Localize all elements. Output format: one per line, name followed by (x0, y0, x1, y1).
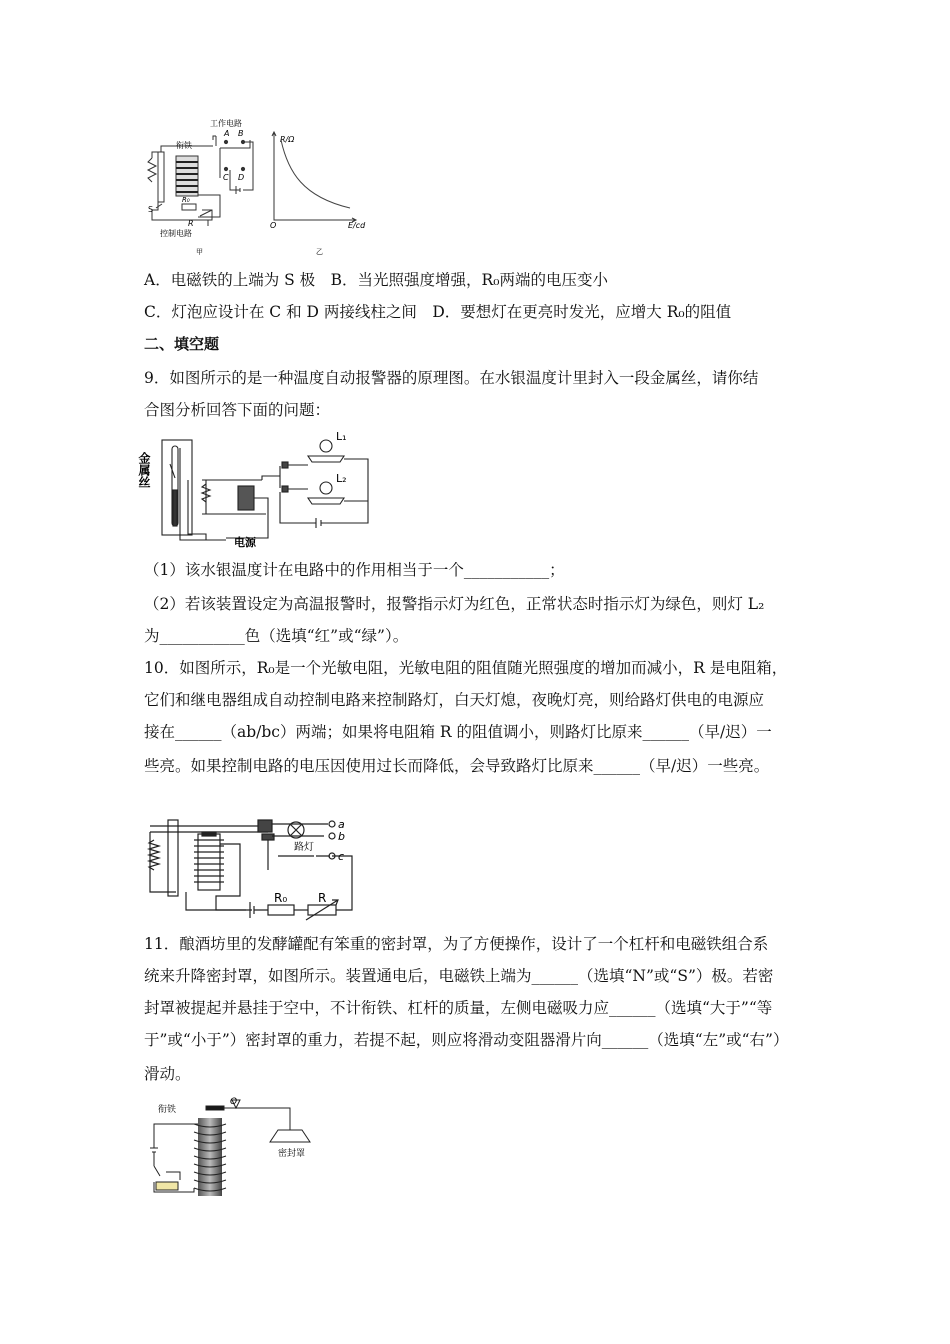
svg-text:L₁: L₁ (336, 430, 347, 443)
q9-stem-line2: 合图分析回答下面的问题： (144, 401, 331, 419)
svg-text:L₂: L₂ (336, 472, 347, 485)
svg-text:C: C (223, 173, 229, 182)
svg-text:R₀: R₀ (182, 196, 190, 204)
svg-text:密封罩: 密封罩 (278, 1149, 306, 1159)
svg-text:路灯: 路灯 (294, 842, 314, 853)
q10-stem-line4: 些亮。如果控制电路的电压因使用过长而降低，会导致路灯比原来______（早/迟）一些亮。 (144, 757, 770, 775)
q9-sub2-line2: 为___________色（选填“红”或“绿”）。 (144, 627, 409, 645)
q11-stem-line5: 滑动。 (144, 1065, 191, 1083)
q10-stem-line3: 接在______（ab/bc）两端；如果将电阻箱 R 的阻值调小，则路灯比原来______（早/迟）一 (144, 723, 772, 741)
svg-text:工作电路: 工作电路 (210, 119, 242, 128)
svg-text:O: O (270, 221, 277, 230)
svg-text:控制电路: 控制电路 (160, 229, 192, 238)
section-title-fill-in: 二、填空题 (144, 335, 220, 353)
q8-figure (138, 112, 398, 260)
q9-stem-line1: 9．如图所示的是一种温度自动报警器的原理图。在水银温度计里封入一段金属丝，请你结 (144, 369, 759, 387)
q9-sub2-line1: （2）若该装置设定为高温报警时，报警指示灯为红色，正常状态时指示灯为绿色，则灯 L₂ (144, 595, 765, 613)
q11-stem-line2: 统来升降密封罩，如图所示。装置通电后，电磁铁上端为______（选填“N”或“S”）极。若密 (144, 967, 774, 985)
svg-text:甲: 甲 (196, 248, 203, 256)
svg-text:R: R (188, 219, 194, 228)
q9-figure (137, 430, 370, 552)
svg-text:电源: 电源 (234, 536, 256, 549)
svg-text:a: a (338, 818, 345, 831)
svg-text:乙: 乙 (316, 248, 323, 256)
svg-text:D: D (238, 173, 245, 182)
svg-text:A: A (224, 129, 230, 138)
svg-text:衔铁: 衔铁 (158, 1105, 177, 1115)
svg-text:B: B (238, 129, 244, 138)
svg-text:R₀: R₀ (274, 891, 288, 905)
svg-text:c: c (338, 850, 345, 863)
q10-stem-line1: 10．如图所示，R₀是一个光敏电阻，光敏电阻的阻值随光照强度的增加而减小，R 是电阻箱， (144, 659, 788, 677)
svg-text:金属丝: 金属丝 (137, 452, 151, 488)
svg-text:R: R (318, 891, 327, 905)
q11-stem-line1: 11．酿酒坊里的发酵罐配有笨重的密封罩，为了方便操作，设计了一个杠杆和电磁铁组合系 (144, 935, 769, 953)
q10-figure (146, 816, 366, 918)
q10-stem-line2: 它们和继电器组成自动控制电路来控制路灯，白天灯熄，夜晚灯亮，则给路灯供电的电源应 (144, 691, 765, 709)
svg-text:b: b (338, 830, 345, 843)
svg-text:衔铁: 衔铁 (176, 141, 192, 150)
q8-options-line1: A．电磁铁的上端为 S 极 B．当光照强度增强，R₀两端的电压变小 (144, 271, 608, 289)
q11-stem-line3: 封罩被提起并悬挂于空中，不计衔铁、杠杆的质量，左侧电磁吸力应______（选填“大于”“等 (144, 999, 773, 1017)
svg-text:R/Ω: R/Ω (280, 135, 295, 144)
q11-figure (146, 1096, 326, 1204)
q11-stem-line4: 于”或“小于”）密封罩的重力，若提不起，则应将滑动变阻器滑片向______（选填“左”或“右”） (144, 1031, 789, 1049)
q9-sub1: （1）该水银温度计在电路中的作用相当于一个___________； (144, 561, 565, 579)
svg-text:S: S (148, 205, 154, 214)
q8-options-line2: C．灯泡应设计在 C 和 D 两接线柱之间 D．要想灯在更亮时发光，应增大 R₀的阻值 (144, 303, 732, 321)
svg-text:E/cd: E/cd (348, 221, 366, 230)
svg-text:O: O (230, 1097, 238, 1107)
